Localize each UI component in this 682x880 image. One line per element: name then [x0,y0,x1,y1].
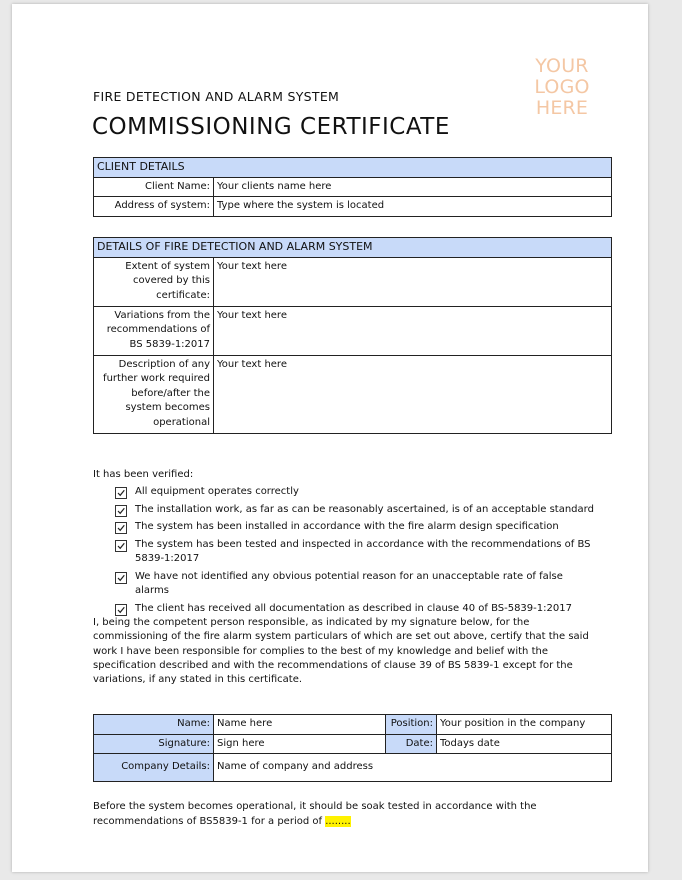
checkbox-checked[interactable] [115,505,127,517]
verified-intro: It has been verified: [93,469,194,480]
document-subtitle: FIRE DETECTION AND ALARM SYSTEM [93,89,340,104]
client-name-label: Client Name: [94,177,214,197]
soak-test-note [93,800,593,829]
client-details-header: CLIENT DETAILS [94,158,612,178]
company-label: Company Details: [94,754,214,782]
check-label: The client has received all documentation as described in clause 40 of BS-5839-1:2017 [135,602,572,614]
client-details-table [93,157,612,217]
check-item [115,602,595,617]
checkbox-checked[interactable] [115,572,127,584]
check-label: We have not identified any obvious potential reason for an unacceptable rate of false alarms [135,570,563,596]
logo-line-2: HERE [535,97,589,119]
document-title: COMMISSIONING CERTIFICATE [92,114,450,140]
check-item [115,538,595,567]
variations-field[interactable]: Your text here [214,306,612,355]
name-field[interactable]: Name here [214,715,386,735]
verification-checklist [115,485,595,619]
check-item [115,570,595,599]
signature-field[interactable]: Sign here [214,734,386,754]
system-details-header: DETAILS OF FIRE DETECTION AND ALARM SYSTEM [94,238,612,258]
check-label: The installation work, as far as can be reasonably ascertained, is of an acceptable standard [135,503,594,515]
extent-field[interactable]: Your text here [214,257,612,306]
checkbox-checked[interactable] [115,487,127,499]
position-label: Position: [386,715,437,735]
signoff-table [93,714,612,782]
company-field[interactable]: Name of company and address [214,754,612,782]
check-item [115,503,595,518]
checkbox-checked[interactable] [115,540,127,552]
signature-label: Signature: [94,734,214,754]
checkbox-checked[interactable] [115,604,127,616]
period-blank-field[interactable]: ........ [325,815,351,827]
address-label: Address of system: [94,197,214,217]
extent-label: Extent of system covered by this certificate: [94,257,214,306]
name-label: Name: [94,715,214,735]
check-label: All equipment operates correctly [135,486,299,497]
further-work-field[interactable]: Your text here [214,355,612,433]
check-label: The system has been installed in accordance with the fire alarm design specification [135,521,559,532]
certificate-page [12,4,648,872]
checkbox-checked[interactable] [115,522,127,534]
date-label: Date: [386,734,437,754]
logo-line-1: YOUR LOGO [534,55,590,98]
check-item [115,485,595,500]
further-work-label: Description of any further work required before/after the system becomes operational [94,355,214,433]
client-name-field[interactable]: Your clients name here [214,177,612,197]
address-field[interactable]: Type where the system is located [214,197,612,217]
soak-test-text: Before the system becomes operational, it should be soak tested in accordance with the recommendations of BS5839-1 for a period of [93,801,537,827]
date-field[interactable]: Todays date [437,734,612,754]
declaration-paragraph: I, being the competent person responsible, as indicated by my signature below, for the commissioning of the fire alarm system particulars of which are set out above, certify that the said work I have been responsible for complies to the best of my knowledge and belief with the specification described and with the recommendations of clause 39 of BS 5839-1 except for the variations, if any stated in this certificate. [93,617,589,686]
logo-placeholder [512,56,612,119]
system-details-table [93,237,612,434]
check-item [115,520,595,535]
check-label: The system has been tested and inspected in accordance with the recommendations of BS 5839-1:2017 [135,538,591,564]
variations-label: Variations from the recommendations of BS 5839-1:2017 [94,306,214,355]
position-field[interactable]: Your position in the company [437,715,612,735]
